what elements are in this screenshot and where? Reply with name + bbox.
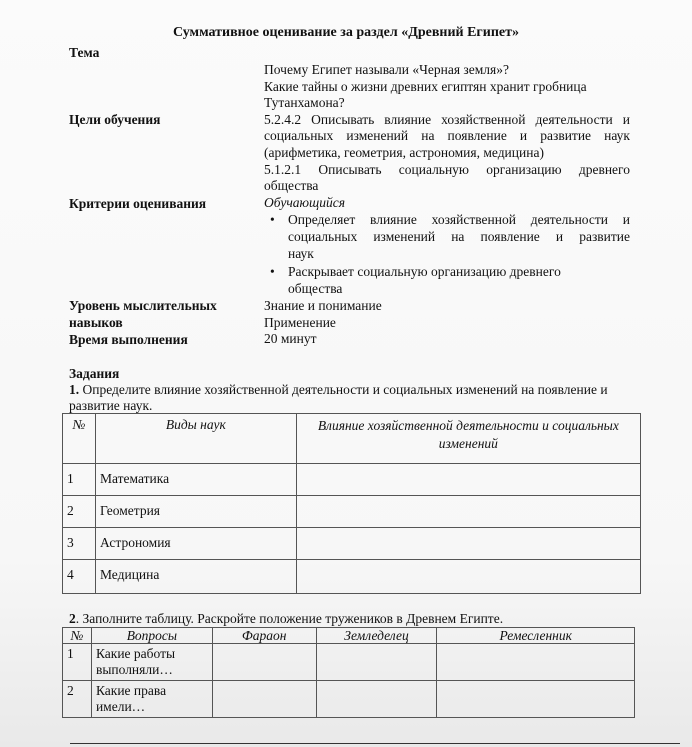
column-header-questions: Вопросы <box>91 628 212 644</box>
column-header-artisan: Ремесленник <box>437 628 635 644</box>
criteria-bullet-2-line-2: общества <box>288 281 343 296</box>
task-2-line <box>69 611 503 627</box>
column-header-farmer: Земледелец <box>316 628 437 644</box>
time-value: 20 минут <box>264 331 317 346</box>
criteria-bullet-1-line-1 <box>270 212 630 229</box>
pharaoh-answer-cell[interactable] <box>212 681 316 718</box>
goal-2-line-1: 5.1.2.1 Описывать социальную организацию древнего <box>264 162 630 177</box>
tasks-heading: Задания <box>69 366 120 381</box>
workers-table <box>62 627 635 718</box>
criteria-bullet-1-line-3: наук <box>288 246 314 261</box>
column-header-number: № <box>63 628 92 644</box>
column-header-number: № <box>63 414 96 464</box>
farmer-answer-cell[interactable] <box>316 681 437 718</box>
topic-line-2: Какие тайны о жизни древних египтян хранит гробница <box>264 79 587 94</box>
label-goals: Цели обучения <box>69 112 161 127</box>
row-number: 1 <box>63 644 92 681</box>
column-header-sciences: Виды наук <box>95 414 296 464</box>
goal-1-line-1: 5.2.4.2 Описывать влияние хозяйственной деятельности и <box>264 112 630 127</box>
science-name: Геометрия <box>95 496 296 528</box>
goal-1-line-2: социальных изменений на появление и развитие наук <box>264 128 630 143</box>
question-line-2: выполняли… <box>95 662 173 677</box>
goal-2-line-2: общества <box>264 178 319 193</box>
row-number: 2 <box>63 496 96 528</box>
task-1-line-2: развитие наук. <box>69 398 153 413</box>
table-header-row <box>63 414 641 464</box>
table-row <box>63 560 641 594</box>
bullet-icon: • <box>270 264 275 279</box>
column-header-pharaoh: Фараон <box>212 628 316 644</box>
topic-line-3: Тутанхамона? <box>264 95 345 110</box>
farmer-answer-cell[interactable] <box>316 644 437 681</box>
row-number: 2 <box>63 681 92 718</box>
label-skills-line-2: навыков <box>69 315 123 330</box>
task-1-line-1 <box>69 382 654 398</box>
skills-line-2: Применение <box>264 315 336 330</box>
question-cell <box>91 644 212 681</box>
science-name: Математика <box>95 464 296 496</box>
row-number: 3 <box>63 528 96 560</box>
topic-line-1: Почему Египет называли «Черная земля»? <box>264 62 509 77</box>
influence-answer-cell[interactable] <box>296 528 640 560</box>
criteria-bullet-2-text: Раскрывает социальную организацию древнего <box>288 264 561 279</box>
artisan-answer-cell[interactable] <box>437 644 635 681</box>
bullet-icon: • <box>270 212 275 227</box>
table-row <box>63 496 641 528</box>
influence-answer-cell[interactable] <box>296 496 640 528</box>
science-name: Медицина <box>95 560 296 594</box>
task-2-text: . Заполните таблицу. Раскройте положение тружеников в Древнем Египте. <box>75 611 504 626</box>
science-name: Астрономия <box>95 528 296 560</box>
question-line-1: Какие права <box>95 683 167 698</box>
question-cell <box>91 681 212 718</box>
row-number: 1 <box>63 464 96 496</box>
skills-line-1: Знание и понимание <box>264 298 382 313</box>
task-1-text: Определите влияние хозяйственной деятельности и социальных изменений на появление и <box>82 382 608 397</box>
influence-answer-cell[interactable] <box>296 464 640 496</box>
task-1-number: 1. <box>69 382 80 397</box>
row-number: 4 <box>63 560 96 594</box>
column-header-influence: Влияние хозяйственной деятельности и социальных изменений <box>296 414 640 464</box>
pharaoh-answer-cell[interactable] <box>212 644 316 681</box>
goal-1-line-3: (арифметика, геометрия, астрономия, медицина) <box>264 145 544 160</box>
table-row <box>63 644 635 681</box>
influence-answer-cell[interactable] <box>296 560 640 594</box>
task-2-number: 2 <box>69 611 76 626</box>
table-header-row <box>63 628 635 644</box>
criteria-bullet-1-line-2: социальных изменений на появление и развитие <box>288 229 630 244</box>
page-title: Суммативное оценивание за раздел «Древний Египет» <box>172 25 520 40</box>
label-time: Время выполнения <box>69 332 188 347</box>
artisan-answer-cell[interactable] <box>437 681 635 718</box>
question-line-2: имели… <box>95 699 146 714</box>
table-row <box>63 528 641 560</box>
label-skills-line-1: Уровень мыслительных <box>69 298 217 313</box>
table-row <box>63 464 641 496</box>
table-row <box>63 681 635 718</box>
criteria-bullet-2-line-1 <box>270 264 630 281</box>
next-table-border <box>70 743 680 746</box>
label-criteria: Критерии оценивания <box>69 196 207 211</box>
label-topic: Тема <box>69 45 100 60</box>
question-line-1: Какие работы <box>95 646 176 661</box>
criteria-intro: Обучающийся <box>264 195 346 210</box>
sciences-table <box>62 413 641 594</box>
criteria-bullet-1-text: Определяет влияние хозяйственной деятельности и <box>288 212 630 227</box>
